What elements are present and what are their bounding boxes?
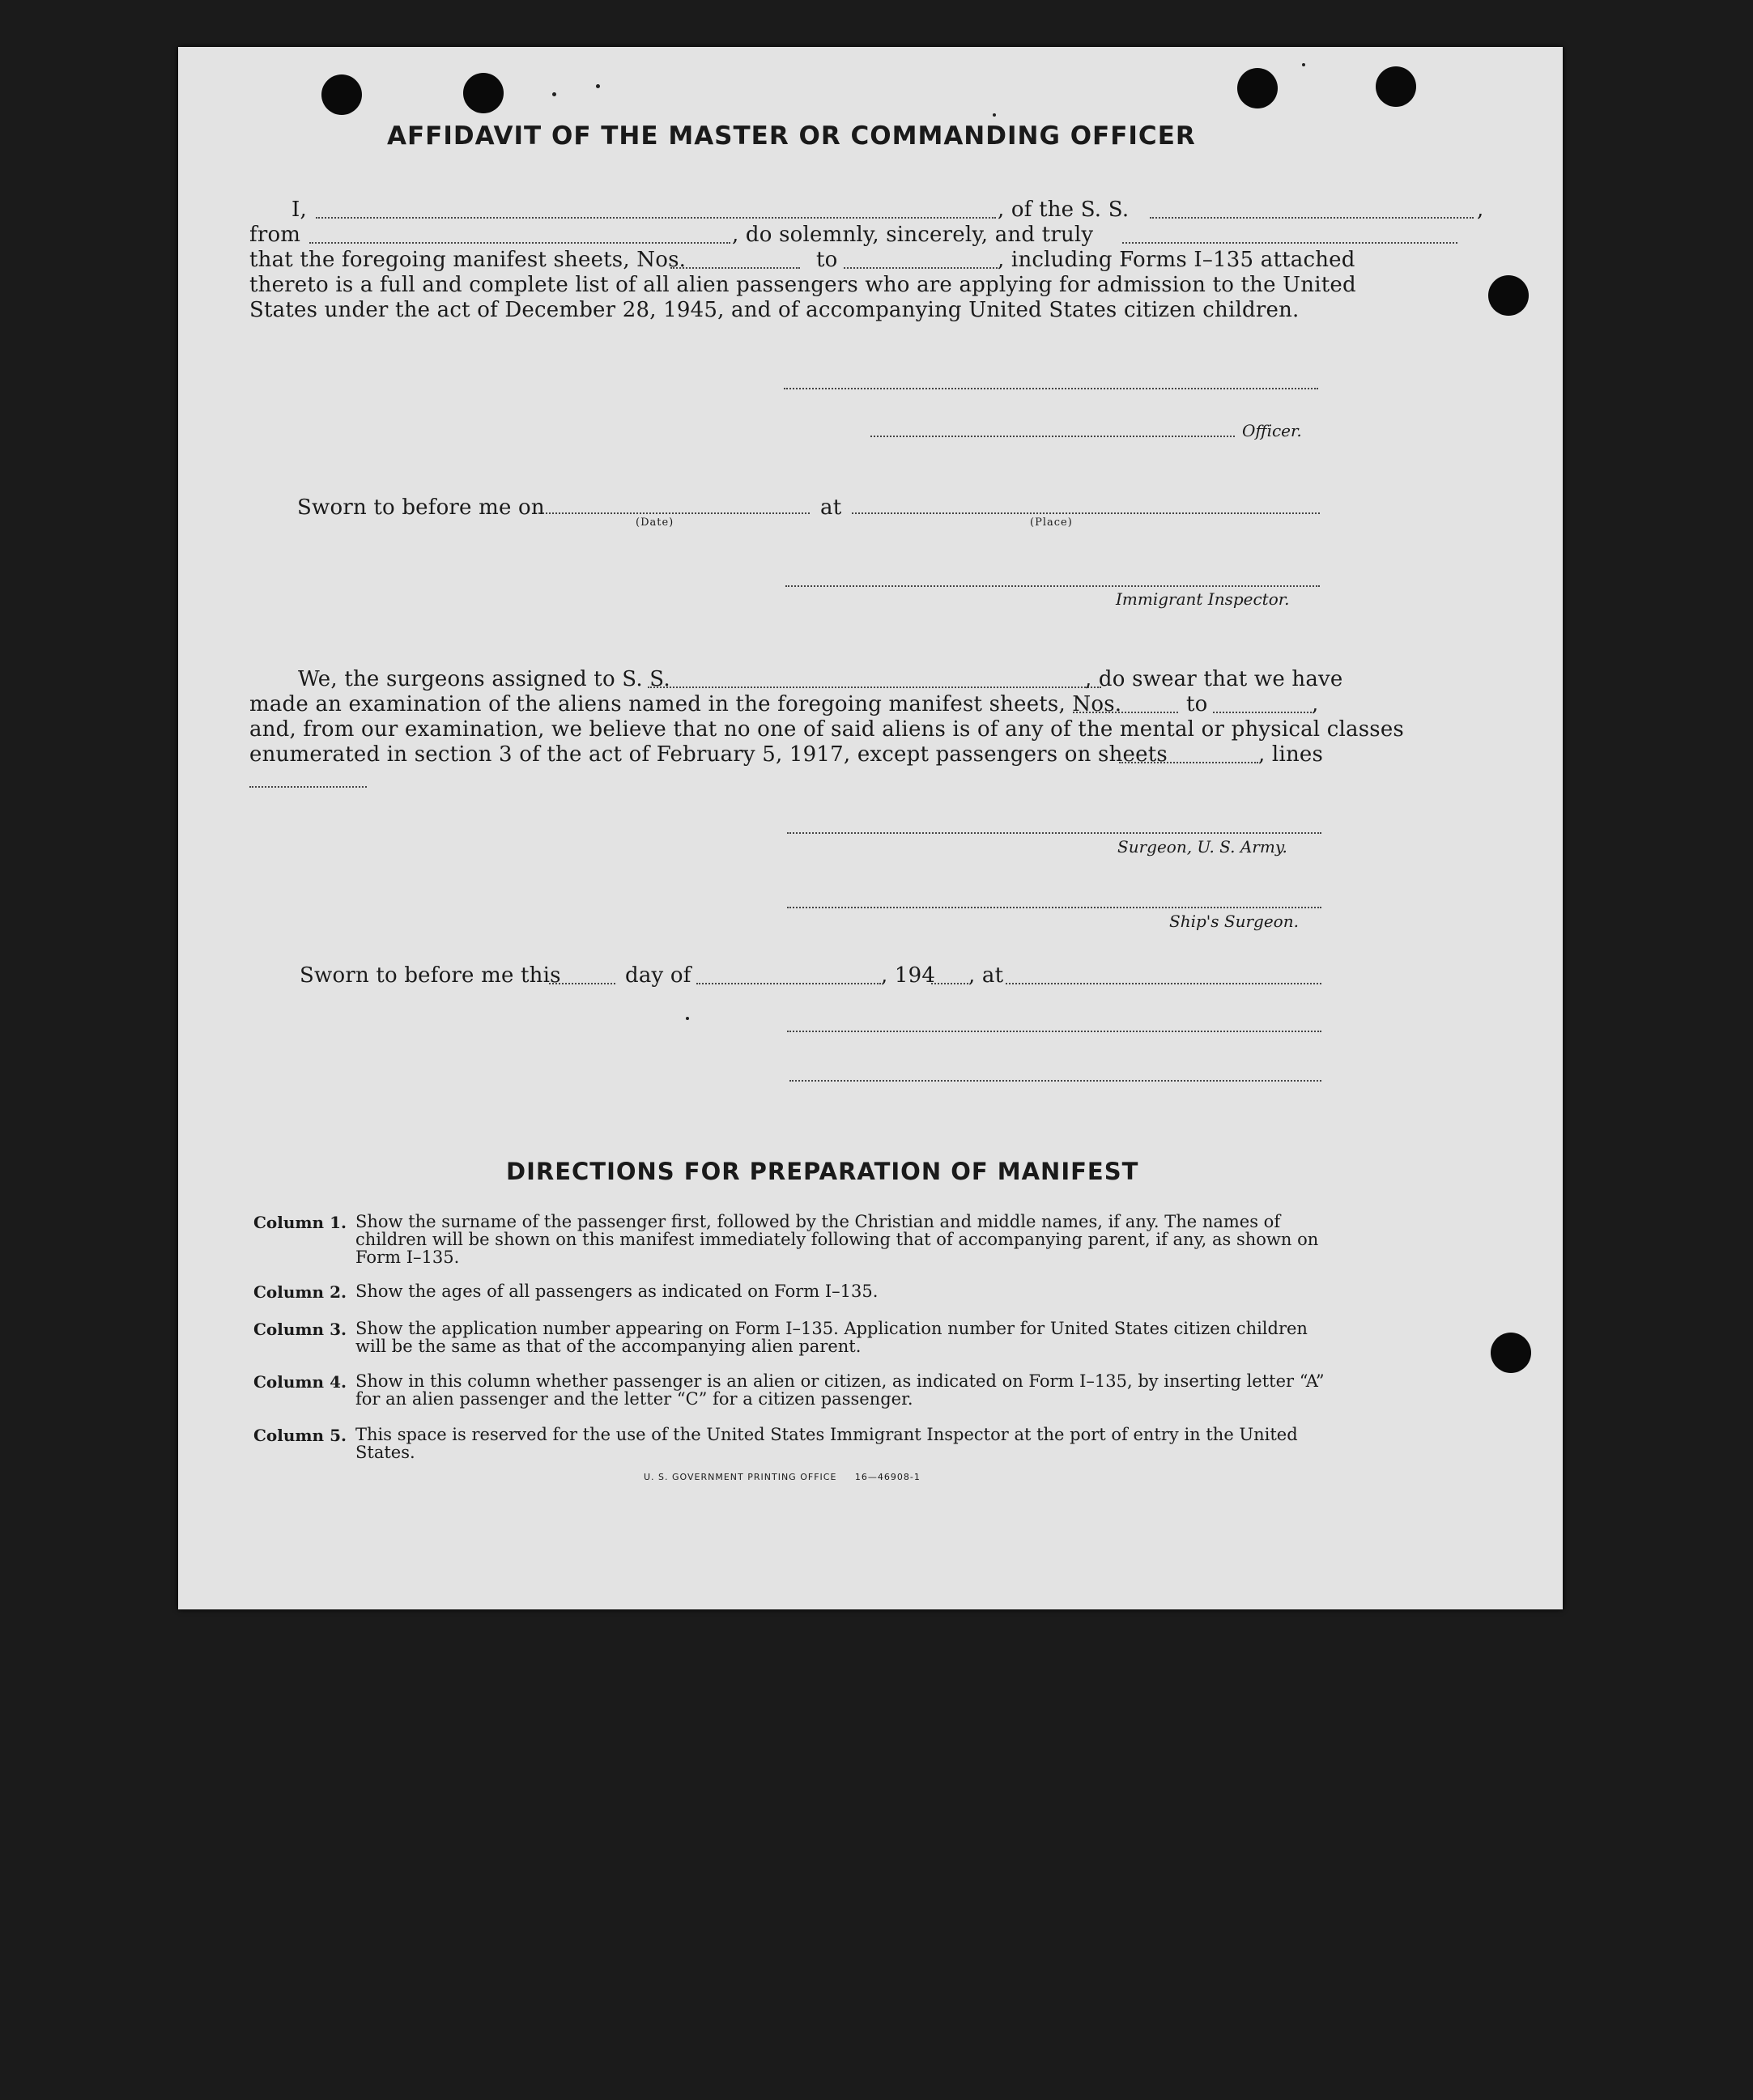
column-1-text: Show the surname of the passenger first, followed by the Christian and middle names, if any. The names of children will be shown on this manifest immediately following that of accompanying parent, if any, as shown on Form I–135.	[355, 1212, 1319, 1267]
officer-title-line[interactable]	[870, 436, 1235, 437]
affidavit-text: ,	[1477, 198, 1484, 222]
affidavit-text: I,	[291, 198, 307, 222]
directions-title: DIRECTIONS FOR PREPARATION OF MANIFEST	[506, 1158, 1139, 1185]
officer-label: Officer.	[1242, 421, 1302, 440]
master-name-field[interactable]	[316, 217, 996, 219]
signature-title-line[interactable]	[789, 1080, 1321, 1082]
speck	[993, 113, 996, 117]
sworn-text: day of	[625, 963, 691, 988]
sworn-day-field[interactable]	[549, 983, 615, 984]
column-3-text: Show the application number appearing on Form I–135. Application number for United States citizen children will be the same as that of the accompanying alien parent.	[355, 1319, 1308, 1356]
except-sheets-field[interactable]	[1119, 762, 1258, 763]
inspector-signature-line[interactable]	[785, 585, 1320, 587]
truly-field[interactable]	[1122, 242, 1457, 244]
place-label: (Place)	[1030, 516, 1073, 529]
sworn-place2-field[interactable]	[1006, 983, 1321, 984]
surgeons-text: , do swear that we have	[1085, 667, 1343, 691]
sheet-to-field[interactable]	[844, 267, 998, 269]
surgeons-text: to	[1186, 692, 1208, 716]
army-surgeon-label: Surgeon, U. S. Army.	[1117, 837, 1287, 857]
column-5-text: This space is reserved for the use of the United States Immigrant Inspector at the port of entry in the United States.	[355, 1425, 1298, 1462]
army-surgeon-signature-line[interactable]	[787, 832, 1321, 834]
surgeons-text: , lines	[1258, 742, 1324, 767]
sworn-month-field[interactable]	[696, 983, 881, 984]
affidavit-text: , of the S. S.	[998, 198, 1130, 222]
column-2-text: Show the ages of all passengers as indicated on Form I–135.	[355, 1282, 879, 1301]
sworn-text: , at	[968, 963, 1004, 988]
speck	[596, 84, 600, 88]
punch-hole	[321, 74, 362, 115]
surgeons-sheet-from-field[interactable]	[1073, 712, 1178, 713]
form-page	[178, 47, 1563, 1609]
sworn-year-field[interactable]	[931, 983, 968, 984]
speck	[1302, 63, 1305, 66]
sworn-text: at	[820, 495, 842, 520]
date-label: (Date)	[636, 516, 674, 529]
surgeons-text: and, from our examination, we believe that no one of said aliens is of any of the mental or physical classes	[249, 717, 1404, 742]
sworn-text: Sworn to before me this	[300, 963, 561, 988]
affidavit-text: that the foregoing manifest sheets, Nos.	[249, 248, 687, 272]
affidavit-text: to	[816, 248, 838, 272]
punch-hole	[463, 73, 504, 113]
except-lines-field[interactable]	[249, 786, 367, 788]
port-from-field[interactable]	[309, 242, 730, 244]
column-5-label: Column 5.	[253, 1426, 347, 1445]
sheet-from-field[interactable]	[670, 267, 800, 269]
punch-hole	[1237, 68, 1278, 108]
sworn-text: , 194	[881, 963, 936, 988]
surgeons-text: enumerated in section 3 of the act of February 5, 1917, except passengers on sheets	[249, 742, 1168, 767]
surgeons-ship-field[interactable]	[648, 687, 1101, 688]
column-1-label: Column 1.	[253, 1213, 347, 1232]
punch-hole	[1488, 275, 1529, 316]
affidavit-text: , including Forms I–135 attached	[998, 248, 1355, 272]
affidavit-text: , do solemnly, sincerely, and truly	[732, 223, 1094, 247]
surgeons-text: We, the surgeons assigned to S. S.	[298, 667, 670, 691]
punch-hole	[1376, 66, 1416, 107]
speck	[686, 1017, 689, 1020]
speck	[552, 92, 556, 96]
punch-hole	[1491, 1333, 1531, 1373]
sworn-date-field[interactable]	[538, 512, 810, 514]
sworn-place-field[interactable]	[852, 512, 1320, 514]
sworn-text: Sworn to before me on	[297, 495, 545, 520]
affidavit-text: thereto is a full and complete list of all alien passengers who are applying for admission to the United	[249, 273, 1356, 297]
ship-name-field[interactable]	[1150, 217, 1474, 219]
ship-surgeon-signature-line[interactable]	[787, 907, 1321, 908]
affidavit-title: AFFIDAVIT OF THE MASTER OR COMMANDING OFFICER	[387, 121, 1196, 151]
affidavit-text: from	[249, 223, 301, 247]
column-2-label: Column 2.	[253, 1282, 347, 1302]
column-3-label: Column 3.	[253, 1320, 347, 1339]
ship-surgeon-label: Ship's Surgeon.	[1169, 912, 1299, 931]
surgeons-sheet-to-field[interactable]	[1213, 712, 1312, 713]
surgeons-text: ,	[1312, 692, 1319, 716]
column-4-text: Show in this column whether passenger is an alien or citizen, as indicated on Form I–135, by inserting letter “A” for an alien passenger and the letter “C” for a citizen passenger.	[355, 1371, 1325, 1409]
surgeons-text: made an examination of the aliens named in the foregoing manifest sheets, Nos.	[249, 692, 1122, 716]
printing-office-footer: U. S. GOVERNMENT PRINTING OFFICE 16—46908-1	[644, 1472, 921, 1482]
inspector-label: Immigrant Inspector.	[1116, 589, 1290, 609]
signature-line[interactable]	[787, 1031, 1321, 1032]
column-4-label: Column 4.	[253, 1372, 347, 1392]
affidavit-text: States under the act of December 28, 1945, and of accompanying United States citizen children.	[249, 298, 1300, 322]
master-signature-line[interactable]	[784, 388, 1318, 389]
